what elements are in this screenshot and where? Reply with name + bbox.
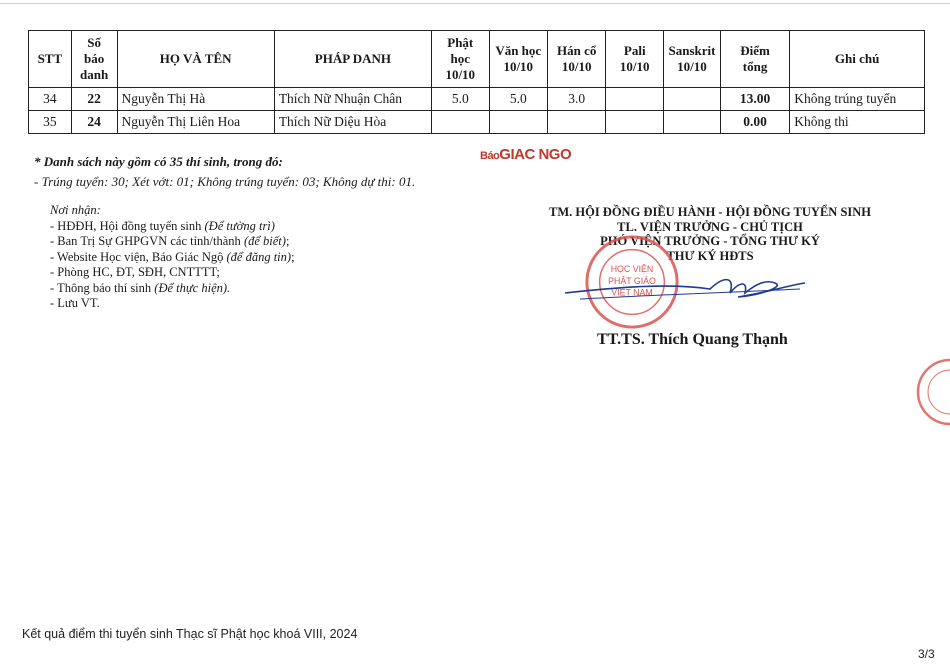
table-row — [29, 111, 925, 134]
summary-notes — [34, 152, 415, 192]
cell-total: 0.00 — [720, 111, 789, 134]
giac-ngo-watermark-logo — [480, 146, 571, 163]
recipient-item: - HĐĐH, Hội đồng tuyển sinh (Để tường trì) — [50, 218, 275, 233]
partial-seal-edge — [905, 352, 950, 432]
cell-han-co: 3.0 — [548, 88, 606, 111]
signature-line-1: TM. HỘI ĐỒNG ĐIỀU HÀNH - HỘI ĐỒNG TUYỂN SINH — [548, 205, 872, 219]
top-rule — [0, 3, 950, 4]
handwritten-signature — [560, 265, 810, 305]
brand-prefix: Báo — [480, 150, 500, 162]
cell-phat-hoc — [432, 111, 490, 134]
summary-heading: * Danh sách này gồm có 35 thí sinh, trong đó: — [34, 154, 283, 169]
recipients-block — [50, 203, 295, 312]
signature-line-4: THƯ KÝ HĐTS — [666, 248, 754, 263]
svg-text:PHẬT GIÁO: PHẬT GIÁO — [608, 275, 656, 286]
signature-line-2: TL. VIỆN TRƯỞNG - CHỦ TỊCH — [617, 219, 803, 234]
table-row — [29, 88, 925, 111]
header-van-hoc: Văn học 10/10 — [489, 31, 547, 88]
recipient-item: - Phòng HC, ĐT, SĐH, CNTTTT; — [50, 265, 220, 279]
cell-phat-hoc: 5.0 — [432, 88, 490, 111]
recipient-item: - Website Học viện, Báo Giác Ngộ (để đăng tin); — [50, 249, 295, 264]
cell-pali — [606, 88, 664, 111]
header-note: Ghi chú — [790, 31, 925, 88]
cell-sbd: 24 — [71, 111, 117, 134]
cell-dharma-name: Thích Nữ Nhuận Chân — [274, 88, 431, 111]
recipient-item: - Ban Trị Sự GHPGVN các tỉnh/thành (để biết); — [50, 234, 290, 248]
cell-sbd: 22 — [71, 88, 117, 111]
page-number: 3/3 — [918, 647, 935, 661]
cell-total: 13.00 — [720, 88, 789, 111]
cell-note: Không thi — [790, 111, 925, 134]
cell-van-hoc — [489, 111, 547, 134]
header-dharma-name: PHÁP DANH — [274, 31, 431, 88]
signer-name: TT.TS. Thích Quang Thạnh — [597, 331, 788, 348]
cell-name: Nguyễn Thị Hà — [117, 88, 274, 111]
cell-dharma-name: Thích Nữ Diệu Hòa — [274, 111, 431, 134]
header-total: Điểm tổng — [720, 31, 789, 88]
cell-van-hoc: 5.0 — [489, 88, 547, 111]
cell-han-co — [548, 111, 606, 134]
cell-sanskrit — [664, 111, 721, 134]
header-phat-hoc: Phật học 10/10 — [432, 31, 490, 88]
brand-name: GIAC NGO — [499, 146, 572, 163]
results-table — [28, 30, 925, 134]
signature-block — [490, 205, 930, 263]
cell-name: Nguyễn Thị Liên Hoa — [117, 111, 274, 134]
header-name: HỌ VÀ TÊN — [117, 31, 274, 88]
recipient-item: - Thông báo thí sinh (Để thực hiện). — [50, 280, 231, 295]
cell-note: Không trúng tuyển — [790, 88, 925, 111]
svg-text:VIỆT NAM: VIỆT NAM — [611, 287, 653, 298]
cell-sanskrit — [664, 88, 721, 111]
recipients-label: Nơi nhận: — [50, 203, 101, 217]
header-sbd: Số báo danh — [71, 31, 117, 88]
summary-detail: - Trúng tuyển: 30; Xét vớt: 01; Không trúng tuyển: 03; Không dự thi: 01. — [34, 174, 416, 189]
signature-line-3: PHÓ VIỆN TRƯỞNG - TỔNG THƯ KÝ — [600, 234, 820, 248]
header-stt: STT — [29, 31, 72, 88]
header-pali: Pali 10/10 — [606, 31, 664, 88]
cell-pali — [606, 111, 664, 134]
cell-stt: 34 — [29, 88, 72, 111]
header-han-co: Hán cổ 10/10 — [548, 31, 606, 88]
footer-title: Kết quả điểm thi tuyển sinh Thạc sĩ Phật học khoá VIII, 2024 — [22, 627, 358, 641]
cell-stt: 35 — [29, 111, 72, 134]
table-header-row — [29, 31, 925, 88]
header-sanskrit: Sanskrit 10/10 — [664, 31, 721, 88]
svg-text:HỌC VIỆN: HỌC VIỆN — [610, 264, 654, 275]
recipient-item: - Lưu VT. — [50, 296, 100, 310]
